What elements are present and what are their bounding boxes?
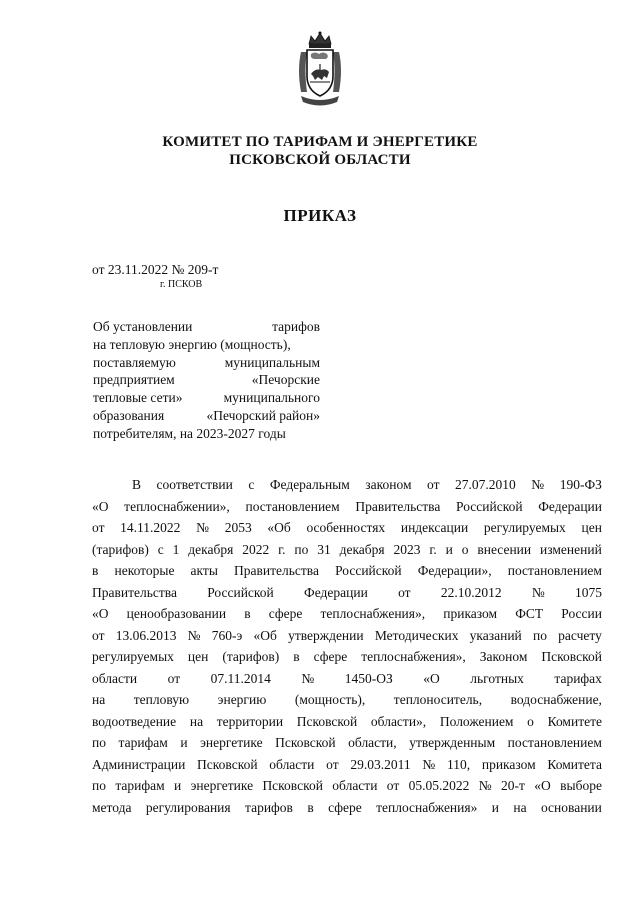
word: 2023	[393, 541, 421, 557]
word: В	[132, 477, 142, 492]
word: на тепловую энергию (мощность),	[93, 336, 291, 352]
word: России	[561, 606, 602, 621]
word: приказом	[443, 606, 498, 621]
word: 1075	[574, 584, 602, 600]
word: от	[92, 627, 105, 643]
word: с	[157, 541, 164, 557]
word: Комитете	[547, 713, 602, 729]
word: от	[398, 584, 411, 600]
word: 31	[317, 541, 331, 557]
word: г.	[429, 541, 437, 557]
word: метода	[92, 799, 132, 815]
word: Законом	[479, 649, 528, 664]
word: тарифов	[272, 319, 320, 334]
word: постановлением	[507, 563, 602, 578]
subject-line	[93, 425, 320, 443]
word: Правительства	[234, 563, 319, 578]
word: на	[189, 713, 204, 729]
body-line	[92, 496, 602, 518]
word: «О	[423, 670, 440, 686]
word: 27.07.2010	[455, 477, 516, 492]
word: Федерации»,	[417, 563, 492, 578]
word: Методических	[374, 627, 459, 643]
word: Правительства	[355, 498, 441, 514]
word: индексации	[400, 520, 469, 535]
word: основании	[540, 799, 602, 815]
word: (мощность),	[294, 692, 366, 707]
word: тарифам	[118, 735, 168, 750]
word: в	[293, 649, 300, 664]
order-city: г. ПСКОВ	[160, 279, 203, 290]
word: утверждении	[288, 627, 364, 643]
document-type-title: ПРИКАЗ	[283, 206, 357, 225]
word: 22.10.2012	[440, 584, 502, 600]
word: муниципальным	[224, 354, 320, 370]
word: Федерации	[304, 584, 368, 600]
word: изменений	[540, 541, 602, 557]
word: постановлением	[507, 735, 602, 750]
word: тарифам	[115, 778, 165, 793]
word: ценообразовании	[126, 606, 227, 621]
word: «Об	[267, 520, 291, 535]
word: Российской	[456, 498, 523, 514]
word: утвержденным	[409, 735, 496, 750]
body-line	[92, 603, 602, 625]
body-line	[92, 474, 602, 496]
word: муниципального	[223, 390, 320, 406]
word: области	[92, 670, 138, 686]
body-line	[92, 539, 602, 561]
word: области,	[348, 735, 397, 750]
word: Об установлении	[93, 319, 193, 334]
word: 110,	[446, 756, 471, 772]
word: Псковской	[296, 713, 358, 729]
word: от	[386, 778, 400, 793]
subject-line	[93, 371, 320, 389]
word: законом	[365, 477, 412, 492]
body-line	[92, 625, 602, 647]
subject-line	[93, 354, 320, 372]
word: теплоснабжения»,	[361, 649, 466, 664]
word: Псковской	[541, 649, 602, 664]
word: цен	[187, 649, 209, 664]
word: 14.11.2022	[120, 520, 181, 535]
word: от	[427, 477, 440, 492]
subject-line	[93, 407, 320, 425]
body-line	[92, 646, 602, 668]
word: Псковской	[275, 735, 336, 750]
word: потребителям, на 2023-2027 годы	[93, 425, 286, 441]
word: в	[307, 799, 314, 815]
word: поставляемую	[93, 354, 176, 370]
word: по	[532, 627, 547, 643]
word: акты	[190, 563, 218, 578]
word: тарифах	[554, 670, 602, 686]
word: «Об	[253, 627, 277, 643]
word: цен	[581, 520, 602, 535]
word: соответствии	[156, 477, 233, 492]
word: выборе	[560, 778, 602, 793]
word: водоотведение	[92, 713, 177, 729]
word: Федерации	[538, 498, 602, 514]
word: с	[248, 477, 255, 492]
subject-line	[93, 336, 320, 354]
word: 20-т	[501, 778, 525, 793]
word: и	[491, 799, 499, 815]
word: 1450-ОЗ	[344, 670, 393, 686]
word: 13.06.2013	[115, 627, 177, 643]
word: регулируемых	[483, 520, 566, 535]
subject-line	[93, 389, 320, 407]
word: приказом	[481, 756, 536, 772]
word: внесении	[477, 541, 532, 557]
word: по	[92, 735, 106, 750]
word: №	[531, 477, 545, 492]
word: от	[167, 670, 181, 686]
word: сфере	[313, 649, 348, 664]
word: ФСТ	[515, 606, 544, 621]
order-body-text	[92, 474, 602, 818]
word: энергетике	[200, 735, 263, 750]
word: Российской	[335, 563, 402, 578]
subject-line	[93, 318, 320, 336]
word: теплоноситель,	[393, 692, 483, 707]
word: особенностях	[306, 520, 386, 535]
body-line	[92, 560, 602, 582]
word: образования	[93, 407, 165, 423]
word: Федеральным	[269, 477, 350, 492]
word: 2022	[242, 541, 270, 557]
org-title-line-1: КОМИТЕТ ПО ТАРИФАМ И ЭНЕРГЕТИКЕ	[162, 134, 478, 150]
word: 760-э	[211, 627, 243, 643]
word: по	[92, 778, 106, 793]
word: №	[187, 627, 201, 643]
word: 05.05.2022	[408, 778, 470, 793]
word: Псковской	[262, 778, 323, 793]
word: регулирования	[145, 799, 231, 815]
body-line	[92, 582, 602, 604]
word: декабря	[188, 541, 234, 557]
word: тарифов	[245, 799, 293, 815]
word: «Печорский район»	[206, 407, 320, 423]
word: №	[478, 778, 492, 793]
word: энергию	[217, 692, 267, 707]
word: от	[326, 756, 339, 772]
word: (тарифов)	[222, 649, 280, 664]
word: постановлением	[245, 498, 340, 514]
word: «Печорские	[251, 372, 320, 388]
org-title-line-2: ПСКОВСКОЙ ОБЛАСТИ	[229, 152, 411, 168]
word: Комитета	[547, 756, 602, 772]
word: некоторые	[114, 563, 175, 578]
word: области»,	[370, 713, 427, 729]
word: территории	[216, 713, 284, 729]
body-line	[92, 732, 602, 754]
body-line	[92, 711, 602, 733]
word: регулируемых	[92, 649, 174, 664]
word: на	[513, 799, 527, 815]
word: Правительства	[92, 584, 177, 600]
word: «О	[534, 778, 551, 793]
word: №	[301, 670, 315, 686]
word: и	[445, 541, 453, 557]
body-line	[92, 517, 602, 539]
word: г.	[278, 541, 286, 557]
word: и	[180, 735, 188, 750]
word: Положением	[439, 713, 514, 729]
word: водоснабжение,	[510, 692, 602, 707]
word: и	[174, 778, 182, 793]
word: Псковской	[197, 756, 258, 772]
word: в	[244, 606, 251, 621]
word: «О	[92, 606, 109, 621]
word: 190-ФЗ	[559, 477, 602, 492]
word: №	[422, 756, 436, 772]
word: 29.03.2011	[350, 756, 411, 772]
word: области	[269, 756, 315, 772]
word: сфере	[328, 799, 362, 815]
body-line	[92, 775, 602, 797]
coat-of-arms-icon	[293, 30, 347, 110]
word: Российской	[207, 584, 274, 600]
body-line	[92, 754, 602, 776]
word: декабря	[339, 541, 385, 557]
word: расчету	[558, 627, 602, 643]
word: от	[92, 520, 105, 535]
organization-title	[0, 133, 640, 169]
word: сфере	[268, 606, 303, 621]
word: (тарифов)	[92, 541, 149, 557]
order-date-number: от 23.11.2022 № 209-т	[92, 262, 219, 277]
word: в	[92, 563, 99, 578]
word: 1	[172, 541, 180, 557]
word: №	[531, 584, 545, 600]
word: Администрации	[92, 756, 186, 772]
word: энергетике	[190, 778, 254, 793]
word: теплоснабжения»	[376, 799, 478, 815]
word: «О	[92, 498, 109, 514]
word: на	[92, 692, 106, 707]
word: о	[461, 541, 469, 557]
body-line	[92, 689, 602, 711]
word: по	[294, 541, 309, 557]
word: 2053	[224, 520, 252, 535]
word: №	[196, 520, 209, 535]
word: о	[527, 713, 534, 729]
word: области	[332, 778, 378, 793]
order-subject	[93, 318, 320, 443]
word: тепловые сети»	[93, 390, 183, 406]
body-line	[92, 797, 602, 819]
word: теплоснабжении»,	[124, 498, 230, 514]
body-line	[92, 668, 602, 690]
word: теплоснабжения»,	[320, 606, 426, 621]
word: тепловую	[133, 692, 190, 707]
word: предприятием	[93, 372, 175, 388]
word: 07.11.2014	[210, 670, 271, 686]
word: указаний	[469, 627, 522, 643]
word: льготных	[470, 670, 524, 686]
